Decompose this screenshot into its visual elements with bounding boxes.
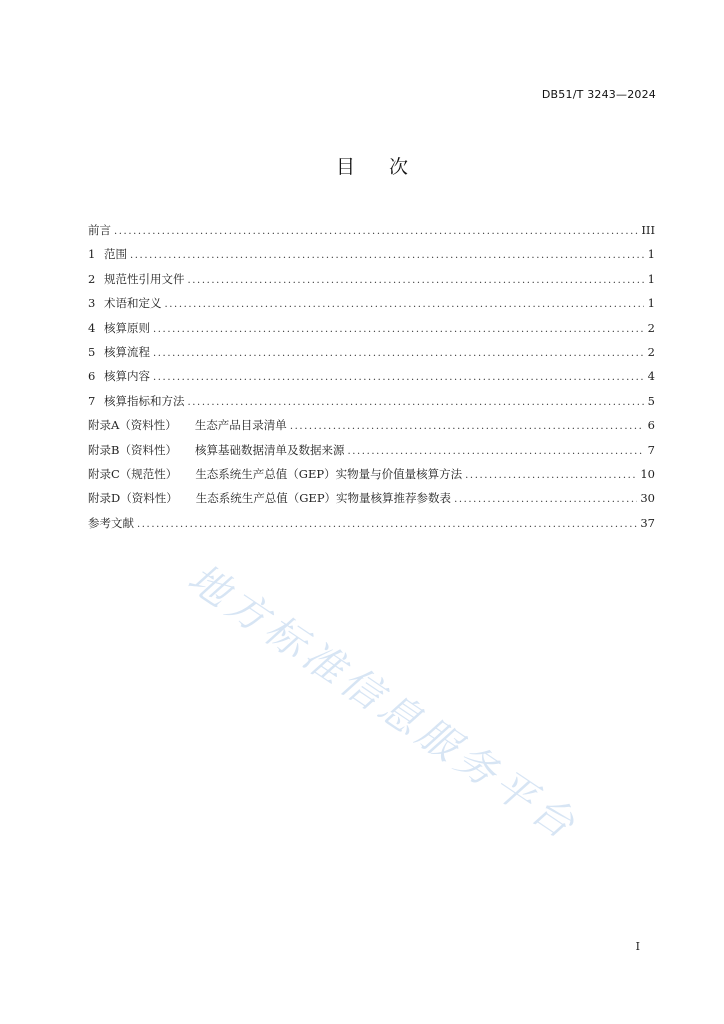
toc-leader-dots: [114, 220, 638, 244]
toc-leader-dots: [153, 318, 644, 342]
toc-leader-dots: [347, 440, 644, 464]
toc-entry-5[interactable]: [88, 340, 655, 364]
document-code: DB51/T 3243—2024: [541, 88, 656, 101]
toc-entry-appendix-a[interactable]: [88, 413, 655, 437]
toc-entry-references[interactable]: [88, 511, 655, 535]
toc-leader-dots: [137, 513, 637, 537]
toc-entry-label: 前言: [88, 223, 111, 237]
toc-entry-appendix-d[interactable]: [88, 486, 655, 510]
toc-leader-dots: [188, 269, 645, 293]
toc-entry-page: 10: [640, 466, 655, 481]
toc-leader-dots: [290, 415, 644, 439]
toc-leader-dots: [465, 464, 637, 488]
toc-entry-page: 2: [647, 320, 655, 335]
toc-entry-number: 4: [88, 320, 96, 335]
toc-entry-page: 1: [647, 271, 655, 286]
toc-appendix-label: 附录C（规范性）: [88, 466, 178, 481]
toc-entry-foreword[interactable]: [88, 218, 655, 242]
toc-entry-page: 6: [647, 418, 655, 433]
toc-title: [0, 152, 724, 179]
toc-entry-label: 核算基础数据清单及数据来源: [194, 442, 345, 457]
toc-appendix-label: 附录A（资料性）: [88, 418, 177, 433]
toc-entry-2[interactable]: [88, 267, 655, 291]
toc-entry-label: 核算指标和方法: [104, 393, 185, 408]
toc-title-part2: 次: [389, 156, 409, 178]
toc-entry-appendix-c[interactable]: [88, 462, 655, 486]
toc-entry-label: 核算内容: [104, 369, 150, 384]
toc-entry-page: 1: [647, 296, 655, 311]
toc-entry-7[interactable]: [88, 389, 655, 413]
toc-entry-page: 7: [647, 442, 655, 457]
toc-entry-page: 30: [640, 491, 655, 506]
toc-entry-label: 规范性引用文件: [104, 271, 185, 286]
toc-entry-6[interactable]: [88, 364, 655, 388]
toc-entry-label: 生态产品目录清单: [194, 418, 287, 433]
table-of-contents: [88, 218, 655, 535]
toc-entry-label: 生态系统生产总值（GEP）实物量核算推荐参数表: [195, 491, 452, 506]
toc-entry-page: 1: [647, 247, 655, 262]
toc-entry-page: 2: [647, 344, 655, 359]
page-number: I: [635, 940, 640, 953]
toc-title-part1: 目: [335, 156, 355, 178]
toc-entry-page: 5: [647, 393, 655, 408]
toc-entry-number: 6: [88, 369, 96, 384]
toc-entry-label: 生态系统生产总值（GEP）实物量与价值量核算方法: [195, 466, 463, 481]
toc-entry-label: 范围: [104, 247, 127, 262]
toc-entry-number: 7: [88, 393, 96, 408]
toc-entry-page: 37: [640, 515, 655, 530]
toc-leader-dots: [188, 391, 645, 415]
toc-entry-label: 术语和定义: [104, 296, 162, 311]
toc-entry-number: 1: [88, 247, 96, 262]
toc-entry-1[interactable]: [88, 242, 655, 266]
toc-entry-label: 核算流程: [104, 344, 150, 359]
toc-entry-page: III: [641, 223, 655, 237]
toc-leader-dots: [130, 244, 644, 268]
watermark: 地方标准信息服务平台: [179, 555, 587, 851]
toc-leader-dots: [165, 293, 645, 317]
toc-entry-number: 3: [88, 296, 96, 311]
toc-entry-label: 参考文献: [88, 515, 134, 530]
toc-entry-page: 4: [647, 369, 655, 384]
toc-appendix-label: 附录D（资料性）: [88, 491, 178, 506]
toc-entry-appendix-b[interactable]: [88, 438, 655, 462]
toc-entry-label: 核算原则: [104, 320, 150, 335]
toc-appendix-label: 附录B（资料性）: [88, 442, 177, 457]
toc-entry-number: 2: [88, 271, 96, 286]
toc-entry-4[interactable]: [88, 316, 655, 340]
toc-leader-dots: [153, 366, 644, 390]
toc-leader-dots: [454, 488, 637, 512]
toc-entry-3[interactable]: [88, 291, 655, 315]
toc-entry-number: 5: [88, 344, 96, 359]
toc-leader-dots: [153, 342, 644, 366]
